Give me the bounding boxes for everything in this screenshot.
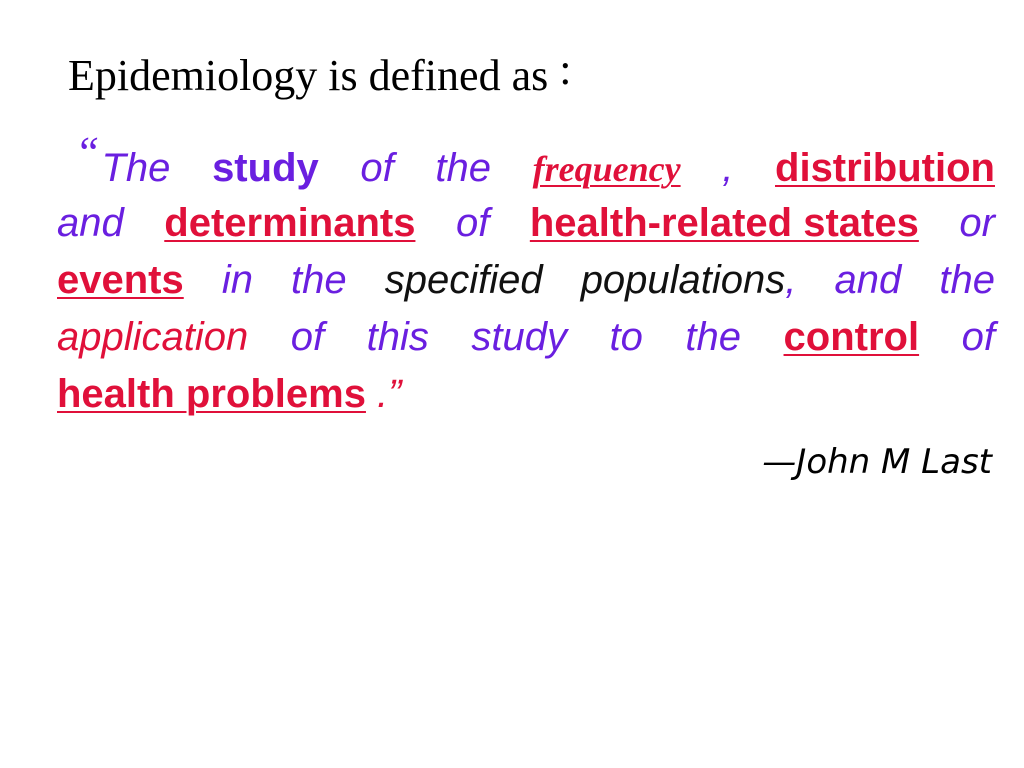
open-quote-mark: “: [75, 128, 100, 177]
quote-line-2: [57, 195, 995, 252]
word-distribution: distribution: [775, 146, 995, 190]
comma: ,: [785, 258, 797, 302]
word-and: and: [57, 201, 124, 245]
word-the: the: [685, 315, 742, 359]
quote-line-3: [57, 252, 995, 309]
word-control: control: [783, 315, 920, 359]
comma: ,: [722, 146, 734, 190]
quote-line-4: [57, 309, 995, 366]
word-to: to: [609, 315, 643, 359]
word-of: of: [961, 315, 995, 359]
word-in: in: [221, 258, 253, 302]
word-the: The: [101, 146, 171, 190]
word-study: study: [471, 315, 568, 359]
slide-title: [68, 45, 572, 101]
quote-line-3-populations: [581, 252, 797, 309]
title-text: Epidemiology is defined as: [68, 51, 549, 100]
word-and: and: [834, 258, 902, 302]
quote-line-1-start: [57, 128, 171, 197]
word-specified: specified: [384, 258, 543, 302]
word-the: the: [435, 146, 491, 190]
word-the: the: [939, 258, 995, 302]
word-determinants: determinants: [164, 201, 416, 245]
word-of: of: [455, 201, 490, 245]
word-or: or: [959, 201, 995, 245]
word-health-related-states: health-related states: [529, 201, 919, 245]
quote-line-5: [57, 366, 995, 423]
word-populations: populations: [580, 258, 786, 302]
word-health-problems: health problems: [57, 372, 366, 416]
word-this: this: [366, 315, 429, 359]
quote-attribution: —John M Last: [762, 442, 992, 482]
definition-quote: [57, 128, 995, 423]
word-of: of: [360, 146, 394, 190]
close-quote-mark: .”: [376, 372, 402, 416]
word-the: the: [291, 258, 347, 302]
word-events: events: [57, 258, 184, 302]
quote-line-5-end: [57, 366, 401, 423]
title-colon: :: [559, 45, 572, 94]
word-frequency: frequency: [532, 149, 681, 189]
word-study: study: [212, 146, 319, 190]
word-of: of: [290, 315, 325, 359]
quote-line-1: [57, 128, 995, 195]
word-application: application: [57, 315, 249, 359]
